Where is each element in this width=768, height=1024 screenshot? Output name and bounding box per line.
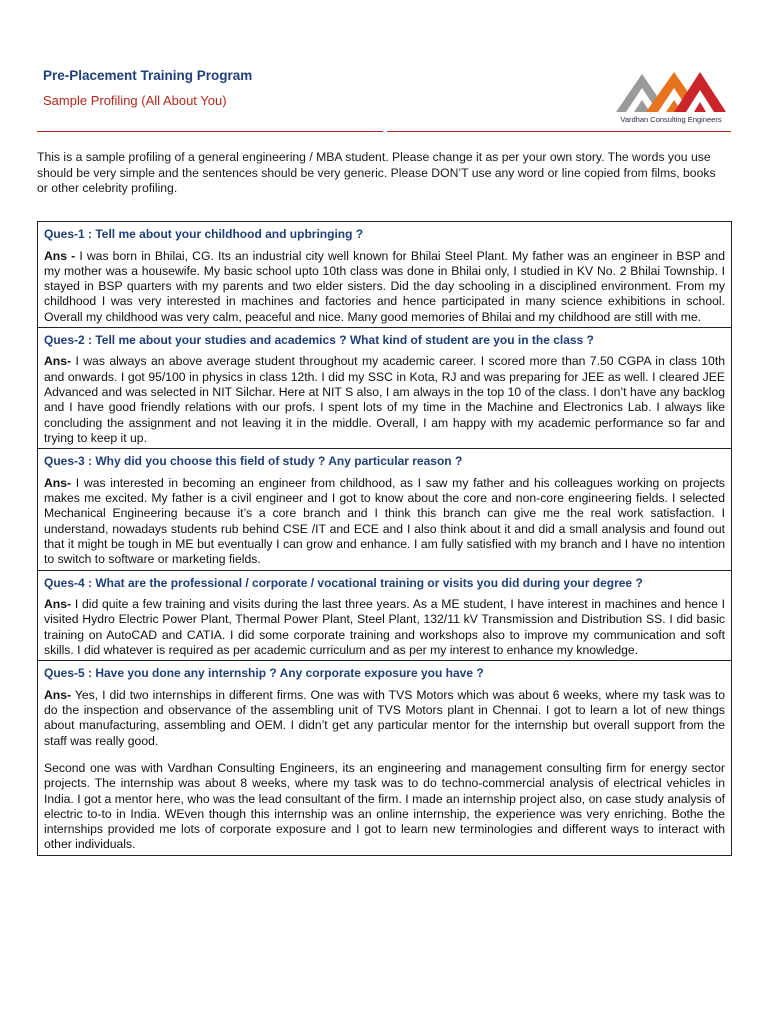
answer-text: I was always an above average student throughout my academic career. I scored more than 7.50 CGPA in class 10th and onwards. I got 95/100 in physics in class 12th. I did my SSC in Kota, RJ and was preparing for JEE as well. I cleared JEE Advanced and was selected in NIT Silchar. Here at NIT S also, I am always in the top 10 of the class. I don’t have any backlog and I have good friendly relations with our profs. I spent lots of my time in the Machine and Electronics Lab. I always like concluding the assignment and not leaving it in the middle. Overall, I am happy with my academic performance so far and trying to keep it up. [44, 354, 725, 445]
answer-text: Yes, I did two internships in different firms. One was with TVS Motors which was about 6 weeks, where my task was to do the inspection and observance of the assembling unit of TVS Motors plant in Chennai. I got to learn a lot of new things about manufacturing, assembling and OEM. I didn’t get any particular mentor for the internship but overall support from the staff was really good. [44, 687, 725, 748]
page-subtitle: Sample Profiling (All About You) [43, 93, 227, 108]
qa-item-4 [38, 570, 731, 661]
question-1: Ques-1 : Tell me about your childhood and upbringing ? [44, 227, 364, 241]
header-rule-left [37, 131, 383, 132]
qa-table [37, 221, 732, 856]
answer-5 [44, 688, 725, 749]
answer-1 [44, 249, 725, 325]
answer-4 [44, 597, 725, 658]
company-logo [612, 64, 730, 128]
answer-text: I did quite a few training and visits during the last three years. As a ME student, I have interest in machines and hence I visited Hydro Electric Power Plant, Thermal Power Plant, Steel Plant, 132/11 kV Transmission and Distribution SS. I did basic training on AutoCAD and CATIA. I did some corporate training and workshops also to improve my communication and soft skills. I did whatever is required as per academic curriculum and as per my interest to enhance my knowledge. [44, 597, 725, 657]
paragraph-gap [44, 749, 725, 761]
question-2: Ques-2 : Tell me about your studies and academics ? What kind of student are you in the class ? [44, 332, 594, 347]
qa-item-5 [38, 660, 731, 854]
answer-label: Ans- [44, 597, 72, 612]
answer-label: Ans- [44, 354, 72, 369]
answer-3 [44, 476, 725, 568]
answer-text: I was born in Bhilai, CG. Its an industrial city well known for Bhilai Steel Plant. My father was an engineer in BSP and my mother was a housewife. My basic school upto 10th class was done in Bhilai only, I studied in KV No. 2 Bhilai Township. I stayed in BSP quarters with my parents and two elder sisters. Did the day schooling in a disciplined environment. From my childhood I was very interested in machines and factories and hence participated in many science exhibitions in school. Overall my childhood was very calm, peaceful and nice. Many good memories of Bhilai and my childhood are still with me. [44, 248, 725, 324]
answer-label: Ans- [44, 687, 72, 702]
qa-item-2 [38, 327, 731, 448]
page-header [0, 0, 768, 140]
answer-label: Ans - [44, 248, 76, 263]
header-rule-right [387, 131, 731, 132]
qa-item-1 [38, 222, 731, 327]
page-title: Pre-Placement Training Program [43, 68, 253, 83]
logo-caption: Vardhan Consulting Engineers [620, 115, 722, 124]
answer-2 [44, 354, 725, 446]
intro-paragraph: This is a sample profiling of a general engineering / MBA student. Please change it as per your own story. The words you use should be very simple and the sentences should be very generic. Please DON’T use any word or line copied from films, books or other celebrity profiling. [37, 150, 716, 196]
question-4: Ques-4 : What are the professional / corporate / vocational training or visits you did during your degree ? [44, 575, 643, 590]
answer-text: I was interested in becoming an engineer from childhood, as I saw my father and his colleagues working on projects makes me excited. My father is a civil engineer and I got to know about the core and non-core engineering fields. I selected Mechanical Engineering because it’s a core branch and I think this branch can give me the real work satisfaction. I understand, nowadays students rub behind CSE /IT and ECE and I also think about it and did a small analysis and found out that it might be tough in ME but eventually I can grow and enhance. I am fully satisfied with my branch and I have no intention to switch to software or marketing fields. [44, 475, 725, 567]
qa-item-3 [38, 448, 731, 569]
answer-label: Ans- [44, 475, 72, 490]
answer-5-continued: Second one was with Vardhan Consulting Engineers, its an engineering and management consulting firm for energy sector projects. The internship was about 8 weeks, where my task was to do techno-commercial analysis of electrical vehicles in India. I got a mentor here, who was the lead consultant of the firm. I made an internship project also, on case study analysis of electric to-to in India. WEven though this internship was an online internship, the experience was very enriching. Bothe the internships provided me lots of corporate exposure and I got to learn new terminologies and different ways to interact with other individuals. [44, 760, 725, 852]
question-3: Ques-3 : Why did you choose this field of study ? Any particular reason ? [44, 454, 463, 469]
question-5: Ques-5 : Have you done any internship ? Any corporate exposure you have ? [44, 666, 484, 681]
mountains-logo-icon [612, 64, 730, 114]
